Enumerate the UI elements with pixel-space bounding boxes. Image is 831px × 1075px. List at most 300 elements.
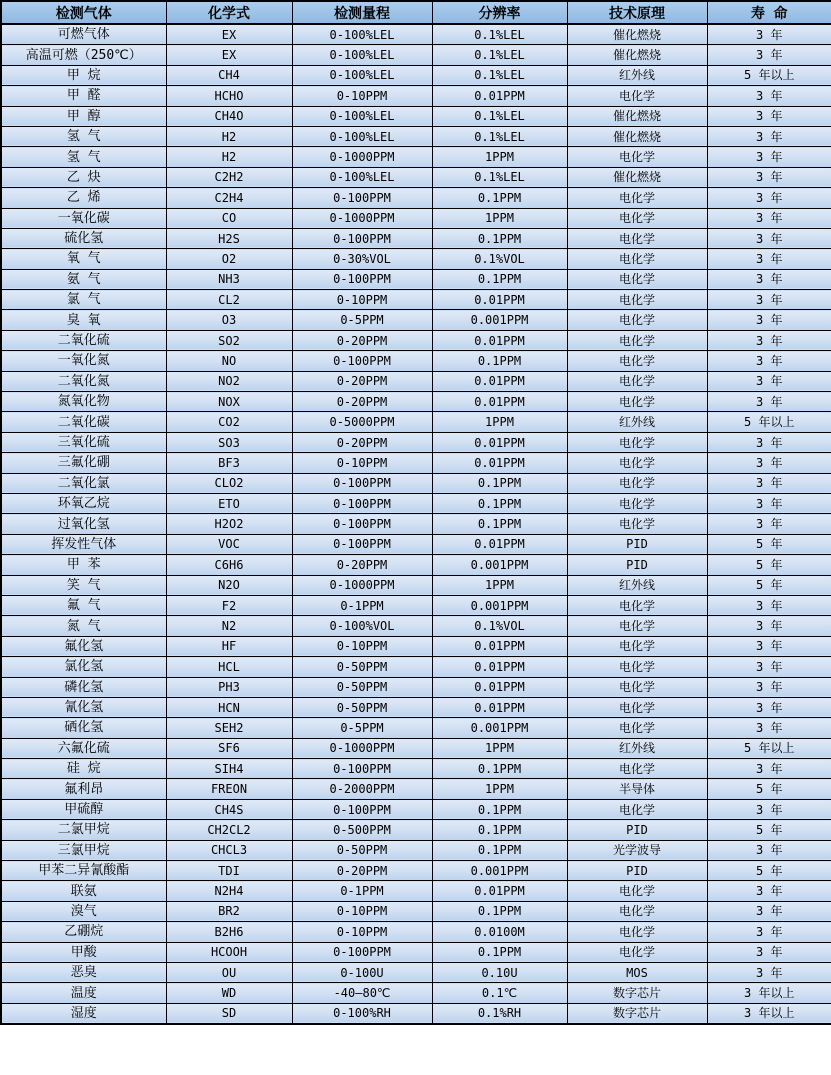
table-cell-resolution: 0.1%LEL	[432, 106, 567, 126]
table-cell-range: 0-20PPM	[292, 330, 432, 350]
table-cell-principle: PID	[567, 820, 707, 840]
table-cell-resolution: 0.01PPM	[432, 677, 567, 697]
table-cell-lifespan: 3 年以上	[707, 983, 831, 1003]
table-row	[1, 861, 831, 881]
table-cell-resolution: 0.1%RH	[432, 1003, 567, 1024]
table-cell-gas: 氧 气	[1, 249, 166, 269]
table-cell-principle: 电化学	[567, 493, 707, 513]
table-cell-lifespan: 3 年	[707, 167, 831, 187]
column-header-formula: 化学式	[166, 1, 292, 24]
table-cell-principle: 电化学	[567, 942, 707, 962]
table-cell-gas: 氨 气	[1, 269, 166, 289]
table-cell-formula: SEH2	[166, 718, 292, 738]
table-cell-lifespan: 3 年	[707, 45, 831, 65]
table-cell-resolution: 0.01PPM	[432, 86, 567, 106]
table-cell-principle: 电化学	[567, 677, 707, 697]
table-cell-lifespan: 3 年	[707, 24, 831, 45]
table-cell-principle: 数字芯片	[567, 983, 707, 1003]
table-cell-formula: SO3	[166, 432, 292, 452]
table-cell-range: 0-100PPM	[292, 514, 432, 534]
table-cell-lifespan: 3 年	[707, 616, 831, 636]
table-cell-formula: C2H2	[166, 167, 292, 187]
table-cell-range: 0-20PPM	[292, 861, 432, 881]
table-cell-resolution: 0.01PPM	[432, 432, 567, 452]
table-cell-resolution: 0.1PPM	[432, 820, 567, 840]
table-cell-formula: F2	[166, 595, 292, 615]
table-cell-lifespan: 3 年	[707, 86, 831, 106]
table-row	[1, 126, 831, 146]
table-cell-resolution: 1PPM	[432, 779, 567, 799]
table-row	[1, 779, 831, 799]
table-cell-resolution: 0.1%LEL	[432, 24, 567, 45]
table-cell-formula: O3	[166, 310, 292, 330]
table-cell-gas: 联氨	[1, 881, 166, 901]
table-row	[1, 799, 831, 819]
table-cell-formula: O2	[166, 249, 292, 269]
table-cell-gas: 乙 烯	[1, 188, 166, 208]
table-row	[1, 493, 831, 513]
table-cell-formula: CO2	[166, 412, 292, 432]
table-cell-range: 0-100PPM	[292, 473, 432, 493]
table-cell-lifespan: 5 年	[707, 820, 831, 840]
table-cell-principle: PID	[567, 534, 707, 554]
table-cell-resolution: 0.1PPM	[432, 759, 567, 779]
table-cell-principle: 催化燃烧	[567, 167, 707, 187]
table-cell-formula: WD	[166, 983, 292, 1003]
table-body	[1, 24, 831, 1024]
table-cell-resolution: 0.1PPM	[432, 799, 567, 819]
table-cell-gas: 甲酸	[1, 942, 166, 962]
table-cell-gas: 湿度	[1, 1003, 166, 1024]
table-row	[1, 616, 831, 636]
table-cell-range: 0-100%RH	[292, 1003, 432, 1024]
table-row	[1, 657, 831, 677]
table-cell-gas: 甲苯二异氰酸酯	[1, 861, 166, 881]
table-cell-resolution: 0.01PPM	[432, 392, 567, 412]
table-cell-principle: 电化学	[567, 595, 707, 615]
table-row	[1, 677, 831, 697]
table-cell-range: 0-500PPM	[292, 820, 432, 840]
table-cell-principle: 数字芯片	[567, 1003, 707, 1024]
table-cell-resolution: 0.1PPM	[432, 514, 567, 534]
table-cell-principle: 半导体	[567, 779, 707, 799]
table-cell-formula: EX	[166, 24, 292, 45]
table-cell-principle: 电化学	[567, 371, 707, 391]
table-cell-gas: 三氧化硫	[1, 432, 166, 452]
table-cell-lifespan: 3 年	[707, 432, 831, 452]
table-row	[1, 534, 831, 554]
table-cell-resolution: 0.1PPM	[432, 942, 567, 962]
table-cell-resolution: 0.001PPM	[432, 861, 567, 881]
table-cell-lifespan: 3 年	[707, 840, 831, 860]
table-cell-resolution: 0.1℃	[432, 983, 567, 1003]
table-row	[1, 167, 831, 187]
table-cell-lifespan: 3 年	[707, 473, 831, 493]
table-cell-principle: PID	[567, 555, 707, 575]
table-cell-lifespan: 3 年	[707, 228, 831, 248]
table-cell-gas: 甲硫醇	[1, 799, 166, 819]
table-row	[1, 228, 831, 248]
table-cell-range: 0-20PPM	[292, 555, 432, 575]
table-cell-range: 0-50PPM	[292, 697, 432, 717]
table-cell-formula: C6H6	[166, 555, 292, 575]
table-cell-principle: 催化燃烧	[567, 106, 707, 126]
table-cell-principle: 电化学	[567, 473, 707, 493]
table-row	[1, 636, 831, 656]
table-cell-gas: 一氧化氮	[1, 351, 166, 371]
table-cell-principle: 红外线	[567, 412, 707, 432]
table-cell-resolution: 1PPM	[432, 208, 567, 228]
table-row	[1, 249, 831, 269]
table-cell-gas: 氢 气	[1, 126, 166, 146]
table-cell-range: -40—80℃	[292, 983, 432, 1003]
table-cell-formula: SIH4	[166, 759, 292, 779]
table-cell-principle: 电化学	[567, 636, 707, 656]
table-row	[1, 738, 831, 758]
table-cell-lifespan: 3 年	[707, 269, 831, 289]
table-row	[1, 392, 831, 412]
table-cell-range: 0-5PPM	[292, 310, 432, 330]
table-cell-formula: OU	[166, 962, 292, 982]
table-row	[1, 759, 831, 779]
table-cell-range: 0-1000PPM	[292, 208, 432, 228]
table-cell-principle: 电化学	[567, 392, 707, 412]
table-cell-gas: 挥发性气体	[1, 534, 166, 554]
table-cell-gas: 臭 氧	[1, 310, 166, 330]
table-row	[1, 840, 831, 860]
table-cell-principle: 光学波导	[567, 840, 707, 860]
table-cell-lifespan: 5 年	[707, 861, 831, 881]
table-cell-resolution: 0.1%LEL	[432, 45, 567, 65]
table-cell-principle: 电化学	[567, 147, 707, 167]
table-cell-resolution: 1PPM	[432, 575, 567, 595]
column-header-gas: 检测气体	[1, 1, 166, 24]
table-row	[1, 881, 831, 901]
table-row	[1, 555, 831, 575]
table-cell-resolution: 0.0100M	[432, 922, 567, 942]
table-cell-principle: 电化学	[567, 759, 707, 779]
table-cell-gas: 氟 气	[1, 595, 166, 615]
table-cell-range: 0-5000PPM	[292, 412, 432, 432]
table-cell-gas: 氟利昂	[1, 779, 166, 799]
table-cell-lifespan: 5 年	[707, 575, 831, 595]
table-row	[1, 962, 831, 982]
table-cell-range: 0-100PPM	[292, 759, 432, 779]
table-cell-gas: 三氯甲烷	[1, 840, 166, 860]
table-row	[1, 24, 831, 45]
table-cell-range: 0-20PPM	[292, 371, 432, 391]
table-cell-principle: 电化学	[567, 249, 707, 269]
table-cell-gas: 氯化氢	[1, 657, 166, 677]
table-cell-resolution: 0.01PPM	[432, 330, 567, 350]
table-row	[1, 351, 831, 371]
table-cell-principle: 电化学	[567, 188, 707, 208]
table-cell-gas: 过氧化氢	[1, 514, 166, 534]
table-row	[1, 147, 831, 167]
table-cell-formula: VOC	[166, 534, 292, 554]
table-row	[1, 310, 831, 330]
table-cell-range: 0-50PPM	[292, 840, 432, 860]
table-cell-formula: NO2	[166, 371, 292, 391]
column-header-principle: 技术原理	[567, 1, 707, 24]
table-cell-formula: CL2	[166, 290, 292, 310]
table-cell-principle: 电化学	[567, 351, 707, 371]
table-cell-principle: 电化学	[567, 657, 707, 677]
table-cell-principle: MOS	[567, 962, 707, 982]
table-cell-resolution: 0.1%VOL	[432, 616, 567, 636]
table-cell-principle: 电化学	[567, 616, 707, 636]
table-cell-resolution: 0.1%LEL	[432, 126, 567, 146]
table-cell-formula: ETO	[166, 493, 292, 513]
table-cell-resolution: 0.01PPM	[432, 657, 567, 677]
table-cell-formula: NO	[166, 351, 292, 371]
table-cell-gas: 温度	[1, 983, 166, 1003]
table-cell-formula: CLO2	[166, 473, 292, 493]
table-cell-principle: 电化学	[567, 330, 707, 350]
table-cell-gas: 二氧化氮	[1, 371, 166, 391]
table-cell-range: 0-100U	[292, 962, 432, 982]
table-cell-formula: H2O2	[166, 514, 292, 534]
table-cell-resolution: 0.1PPM	[432, 493, 567, 513]
table-cell-gas: 磷化氢	[1, 677, 166, 697]
table-cell-resolution: 0.01PPM	[432, 453, 567, 473]
table-cell-principle: 电化学	[567, 697, 707, 717]
table-cell-lifespan: 5 年以上	[707, 738, 831, 758]
table-row	[1, 922, 831, 942]
table-row	[1, 718, 831, 738]
table-cell-range: 0-20PPM	[292, 392, 432, 412]
table-cell-lifespan: 3 年	[707, 249, 831, 269]
table-cell-resolution: 0.1PPM	[432, 473, 567, 493]
table-cell-principle: 电化学	[567, 269, 707, 289]
table-cell-range: 0-1000PPM	[292, 738, 432, 758]
table-cell-range: 0-5PPM	[292, 718, 432, 738]
column-header-range: 检测量程	[292, 1, 432, 24]
table-cell-range: 0-100%LEL	[292, 126, 432, 146]
table-cell-lifespan: 3 年	[707, 677, 831, 697]
table-cell-resolution: 0.10U	[432, 962, 567, 982]
table-row	[1, 514, 831, 534]
column-header-resolution: 分辨率	[432, 1, 567, 24]
table-cell-lifespan: 5 年以上	[707, 65, 831, 85]
table-cell-range: 0-100%LEL	[292, 24, 432, 45]
table-cell-principle: 红外线	[567, 65, 707, 85]
table-cell-gas: 二氧化碳	[1, 412, 166, 432]
table-cell-range: 0-100PPM	[292, 351, 432, 371]
table-cell-formula: HCN	[166, 697, 292, 717]
table-cell-formula: TDI	[166, 861, 292, 881]
table-cell-formula: N2O	[166, 575, 292, 595]
table-row	[1, 45, 831, 65]
table-cell-principle: 电化学	[567, 310, 707, 330]
table-cell-resolution: 1PPM	[432, 412, 567, 432]
table-cell-resolution: 0.1PPM	[432, 840, 567, 860]
table-cell-range: 0-100PPM	[292, 188, 432, 208]
table-cell-lifespan: 3 年	[707, 922, 831, 942]
header-row	[1, 1, 831, 24]
table-cell-gas: 氰化氢	[1, 697, 166, 717]
table-cell-formula: CHCL3	[166, 840, 292, 860]
table-cell-range: 0-2000PPM	[292, 779, 432, 799]
table-cell-range: 0-100PPM	[292, 228, 432, 248]
table-cell-gas: 一氧化碳	[1, 208, 166, 228]
table-cell-range: 0-100%LEL	[292, 106, 432, 126]
table-cell-resolution: 0.01PPM	[432, 534, 567, 554]
table-cell-range: 0-100PPM	[292, 534, 432, 554]
table-cell-lifespan: 3 年	[707, 126, 831, 146]
table-cell-range: 0-10PPM	[292, 453, 432, 473]
table-cell-gas: 硒化氢	[1, 718, 166, 738]
table-row	[1, 412, 831, 432]
table-cell-gas: 甲 醛	[1, 86, 166, 106]
table-cell-formula: B2H6	[166, 922, 292, 942]
table-cell-lifespan: 3 年	[707, 188, 831, 208]
table-row	[1, 290, 831, 310]
table-cell-principle: 电化学	[567, 290, 707, 310]
table-cell-range: 0-10PPM	[292, 290, 432, 310]
table-cell-range: 0-100%LEL	[292, 65, 432, 85]
table-cell-formula: EX	[166, 45, 292, 65]
table-cell-gas: 甲 苯	[1, 555, 166, 575]
table-row	[1, 473, 831, 493]
table-cell-lifespan: 3 年以上	[707, 1003, 831, 1024]
table-cell-resolution: 0.1PPM	[432, 351, 567, 371]
table-cell-gas: 高温可燃（250℃）	[1, 45, 166, 65]
table-cell-principle: 电化学	[567, 453, 707, 473]
table-cell-formula: NOX	[166, 392, 292, 412]
table-cell-lifespan: 3 年	[707, 901, 831, 921]
table-cell-lifespan: 5 年以上	[707, 412, 831, 432]
table-cell-range: 0-100PPM	[292, 269, 432, 289]
table-row	[1, 983, 831, 1003]
table-cell-range: 0-10PPM	[292, 636, 432, 656]
table-cell-gas: 二氧化硫	[1, 330, 166, 350]
table-cell-gas: 三氟化硼	[1, 453, 166, 473]
table-cell-gas: 氟化氢	[1, 636, 166, 656]
table-cell-formula: SD	[166, 1003, 292, 1024]
table-cell-range: 0-1PPM	[292, 595, 432, 615]
table-cell-lifespan: 3 年	[707, 942, 831, 962]
table-row	[1, 942, 831, 962]
table-cell-formula: CH4	[166, 65, 292, 85]
table-cell-resolution: 0.01PPM	[432, 371, 567, 391]
table-cell-gas: 氢 气	[1, 147, 166, 167]
table-cell-resolution: 0.1%VOL	[432, 249, 567, 269]
table-cell-lifespan: 3 年	[707, 371, 831, 391]
table-cell-formula: CH4O	[166, 106, 292, 126]
table-cell-principle: 电化学	[567, 86, 707, 106]
table-row	[1, 1003, 831, 1024]
table-cell-lifespan: 3 年	[707, 657, 831, 677]
table-cell-range: 0-100PPM	[292, 942, 432, 962]
table-cell-range: 0-1PPM	[292, 881, 432, 901]
table-cell-principle: 电化学	[567, 718, 707, 738]
table-cell-principle: 红外线	[567, 738, 707, 758]
table-cell-resolution: 0.1%LEL	[432, 167, 567, 187]
table-cell-lifespan: 3 年	[707, 881, 831, 901]
table-cell-range: 0-100%LEL	[292, 167, 432, 187]
table-cell-principle: 电化学	[567, 228, 707, 248]
table-cell-lifespan: 5 年	[707, 779, 831, 799]
table-cell-formula: CH4S	[166, 799, 292, 819]
table-cell-gas: 六氟化硫	[1, 738, 166, 758]
table-cell-lifespan: 5 年	[707, 534, 831, 554]
table-cell-principle: 电化学	[567, 208, 707, 228]
table-row	[1, 188, 831, 208]
table-cell-gas: 硅 烷	[1, 759, 166, 779]
table-cell-gas: 甲 烷	[1, 65, 166, 85]
table-cell-gas: 恶臭	[1, 962, 166, 982]
table-cell-principle: 红外线	[567, 575, 707, 595]
table-row	[1, 901, 831, 921]
table-cell-resolution: 0.1PPM	[432, 228, 567, 248]
table-cell-gas: 二氧化氯	[1, 473, 166, 493]
table-cell-principle: 电化学	[567, 881, 707, 901]
table-row	[1, 453, 831, 473]
table-cell-formula: HCHO	[166, 86, 292, 106]
table-cell-gas: 二氯甲烷	[1, 820, 166, 840]
table-row	[1, 595, 831, 615]
table-cell-range: 0-50PPM	[292, 677, 432, 697]
table-cell-formula: CH2CL2	[166, 820, 292, 840]
table-cell-principle: 电化学	[567, 432, 707, 452]
table-cell-range: 0-1000PPM	[292, 147, 432, 167]
table-cell-formula: HCL	[166, 657, 292, 677]
table-cell-range: 0-20PPM	[292, 432, 432, 452]
table-row	[1, 208, 831, 228]
table-cell-formula: H2	[166, 126, 292, 146]
table-cell-formula: FREON	[166, 779, 292, 799]
table-cell-principle: PID	[567, 861, 707, 881]
table-cell-range: 0-1000PPM	[292, 575, 432, 595]
table-cell-lifespan: 3 年	[707, 147, 831, 167]
table-cell-lifespan: 3 年	[707, 351, 831, 371]
table-cell-lifespan: 3 年	[707, 514, 831, 534]
table-cell-range: 0-10PPM	[292, 901, 432, 921]
table-cell-formula: N2H4	[166, 881, 292, 901]
table-cell-formula: H2S	[166, 228, 292, 248]
table-cell-principle: 电化学	[567, 514, 707, 534]
table-cell-range: 0-100%LEL	[292, 45, 432, 65]
table-cell-range: 0-30%VOL	[292, 249, 432, 269]
table-cell-gas: 溴气	[1, 901, 166, 921]
table-cell-gas: 笑 气	[1, 575, 166, 595]
table-row	[1, 269, 831, 289]
table-cell-lifespan: 3 年	[707, 697, 831, 717]
table-cell-lifespan: 3 年	[707, 636, 831, 656]
table-cell-principle: 电化学	[567, 799, 707, 819]
table-cell-resolution: 1PPM	[432, 147, 567, 167]
table-cell-resolution: 0.001PPM	[432, 555, 567, 575]
table-cell-lifespan: 3 年	[707, 106, 831, 126]
table-row	[1, 65, 831, 85]
table-cell-range: 0-100%VOL	[292, 616, 432, 636]
table-cell-principle: 催化燃烧	[567, 126, 707, 146]
table-cell-formula: CO	[166, 208, 292, 228]
table-row	[1, 697, 831, 717]
table-cell-resolution: 0.001PPM	[432, 718, 567, 738]
table-cell-lifespan: 3 年	[707, 718, 831, 738]
table-cell-gas: 环氧乙烷	[1, 493, 166, 513]
table-cell-gas: 乙 炔	[1, 167, 166, 187]
table-cell-principle: 电化学	[567, 901, 707, 921]
table-cell-formula: N2	[166, 616, 292, 636]
table-cell-gas: 可燃气体	[1, 24, 166, 45]
table-cell-gas: 硫化氢	[1, 228, 166, 248]
table-cell-range: 0-10PPM	[292, 922, 432, 942]
table-cell-resolution: 0.1%LEL	[432, 65, 567, 85]
table-cell-resolution: 0.001PPM	[432, 595, 567, 615]
